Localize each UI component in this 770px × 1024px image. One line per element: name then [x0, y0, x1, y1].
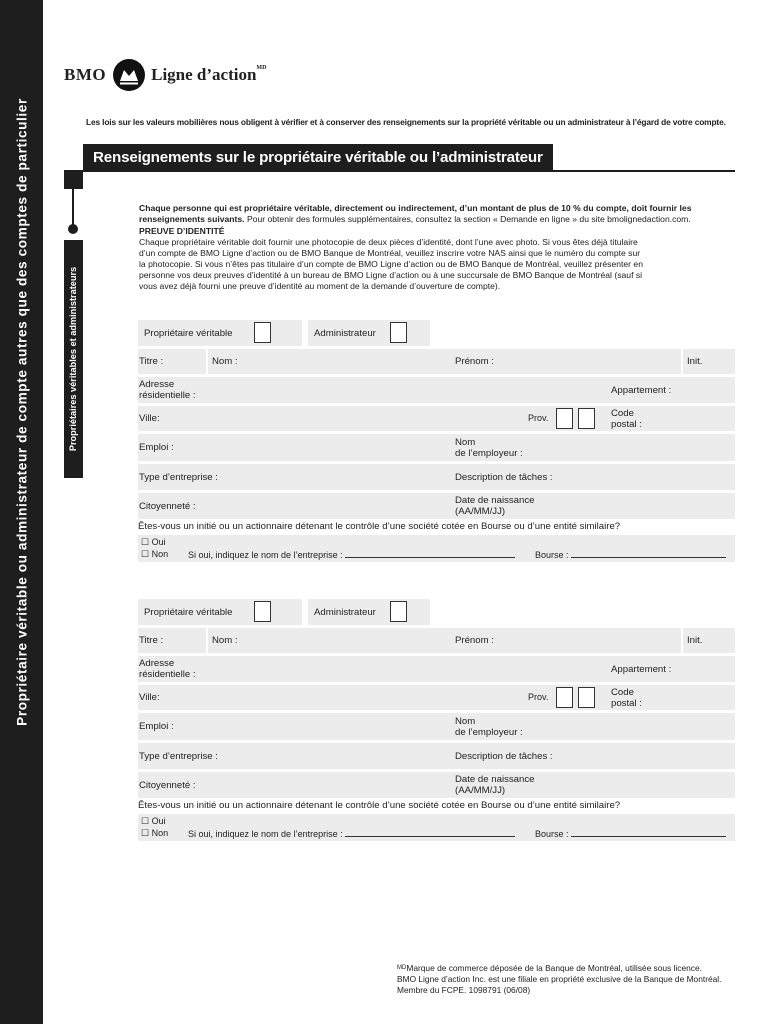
- connector-line: [72, 189, 74, 225]
- side-tab-label: Propriétaires véritables et administrateurs: [68, 266, 78, 452]
- insider-answer-row: [138, 814, 735, 841]
- prov-label: Prov.: [528, 692, 549, 702]
- duties-field[interactable]: Description de tâches :: [455, 471, 553, 483]
- employer-field[interactable]: Nom de l’employeur :: [455, 715, 523, 738]
- proof-line: vous avez déjà fourni une preuve d’identité au moment de la demande d’ouverture de compte).: [139, 281, 501, 291]
- logo-bmo-text: BMO: [64, 65, 107, 84]
- apartment-field[interactable]: Appartement :: [611, 384, 672, 396]
- city-row: [138, 685, 735, 710]
- logo-trademark: MD: [256, 65, 267, 71]
- citizenship-field[interactable]: Citoyenneté :: [139, 500, 196, 512]
- owner-checkbox[interactable]: [254, 601, 271, 622]
- address-field[interactable]: Adresse résidentielle :: [139, 379, 196, 401]
- owner-label: Propriétaire véritable: [144, 327, 233, 339]
- title-label: Titre :: [139, 635, 164, 646]
- footer-line-2: BMO Ligne d’action Inc. est une filiale en propriété exclusive de la Banque de Montréal.: [397, 974, 722, 984]
- last-name-field[interactable]: Nom :: [212, 635, 238, 646]
- company-name-field[interactable]: Si oui, indiquez le nom de l’entreprise :: [188, 828, 515, 840]
- checkbox-icon: ☐: [141, 816, 150, 826]
- proof-line: personne vos deux preuves d’identité à un bureau de BMO Ligne d’action ou à une succursale de BMO Banque de Montréal (sauf si: [139, 270, 643, 280]
- admin-type-cell: [308, 599, 430, 625]
- last-name-field[interactable]: Nom :: [212, 356, 238, 367]
- proof-title: PREUVE D’IDENTITÉ: [139, 226, 225, 236]
- city-field[interactable]: Ville:: [139, 692, 160, 703]
- admin-label: Administrateur: [314, 606, 376, 618]
- first-name-field[interactable]: Prénom :: [455, 356, 494, 367]
- proof-line: la photocopie. Si vous n’êtes pas titulaire d’un compte de BMO Ligne d’action ou de BMO Banque de Montréal, veuillez présenter en: [139, 259, 643, 269]
- dob-field[interactable]: Date de naissance (AA/MM/JJ): [455, 495, 535, 517]
- job-field[interactable]: Emploi :: [139, 442, 174, 453]
- left-side-bar: [0, 0, 43, 1024]
- citizenship-row: [138, 493, 735, 519]
- admin-checkbox[interactable]: [390, 322, 407, 343]
- side-title: Propriétaire véritable ou administrateur de compte autres que des comptes de particulier: [14, 98, 30, 726]
- business-row: [138, 743, 735, 769]
- owner-checkbox[interactable]: [254, 322, 271, 343]
- admin-type-cell: [308, 320, 430, 346]
- company-name-field[interactable]: Si oui, indiquez le nom de l’entreprise :: [188, 549, 515, 561]
- business-type-field[interactable]: Type d’entreprise :: [139, 471, 218, 483]
- logo-name: Ligne d’action$^{MD}$: [151, 65, 267, 84]
- initial-field[interactable]: Init.: [687, 356, 703, 367]
- prov-label: Prov.: [528, 413, 549, 423]
- header-rule: [83, 170, 735, 172]
- dob-field[interactable]: Date de naissance (AA/MM/JJ): [455, 774, 535, 796]
- owner-form-block-1: [138, 320, 735, 570]
- connector-dot: [68, 224, 78, 234]
- yes-option[interactable]: ☐ Oui: [141, 537, 166, 547]
- business-row: [138, 464, 735, 490]
- checkbox-icon: ☐: [141, 549, 150, 559]
- initial-field[interactable]: Init.: [687, 635, 703, 646]
- first-name-field[interactable]: Prénom :: [455, 635, 494, 646]
- prov-box-2[interactable]: [578, 687, 595, 708]
- checkbox-icon: ☐: [141, 537, 150, 547]
- insider-answer-row: [138, 535, 735, 562]
- footer-line-1: $^{MD}$Marque de commerce déposée de la Banque de Montréal, utilisée sous licence.: [397, 963, 702, 973]
- prov-box-2[interactable]: [578, 408, 595, 429]
- apartment-field[interactable]: Appartement :: [611, 663, 672, 675]
- owner-label: Propriétaire véritable: [144, 606, 233, 618]
- employment-row: [138, 434, 735, 461]
- exchange-field[interactable]: Bourse :: [535, 828, 726, 840]
- citizenship-field[interactable]: Citoyenneté :: [139, 779, 196, 791]
- address-row: [138, 377, 735, 403]
- footer: [397, 963, 722, 996]
- proof-line: d’un compte de BMO Ligne d’action ou de BMO Banque de Montréal, veuillez inscrire votre NAS ainsi que le numéro du compte sur: [139, 248, 641, 258]
- insider-question: Êtes-vous un initié ou un actionnaire détenant le contrôle d’une société cotée en Bourse ou d’une entité similaire?: [138, 800, 621, 811]
- checkbox-icon: ☐: [141, 828, 150, 838]
- intro-text: Les lois sur les valeurs mobilières nous obligent à vérifier et à conserver des renseignements sur la propriété véritable ou un administrateur à l’égard de votre compte.: [86, 117, 726, 127]
- business-type-field[interactable]: Type d’entreprise :: [139, 750, 218, 762]
- insider-question: Êtes-vous un initié ou un actionnaire détenant le contrôle d’une société cotée en Bourse ou d’une entité similaire?: [138, 521, 621, 532]
- instructions: [139, 203, 739, 292]
- duties-field[interactable]: Description de tâches :: [455, 750, 553, 762]
- section-marker: [64, 170, 83, 189]
- address-field[interactable]: Adresse résidentielle :: [139, 658, 196, 680]
- employment-row: [138, 713, 735, 740]
- bmo-roundel-icon: [113, 59, 145, 91]
- name-row: [138, 349, 735, 374]
- instructions-line-1: Chaque personne qui est propriétaire véritable, directement ou indirectement, d’un montant de plus de 10 % du compte, doit fournir les: [139, 203, 692, 213]
- admin-label: Administrateur: [314, 327, 376, 339]
- owner-type-cell: [138, 599, 302, 625]
- instructions-line-2: renseignements suivants. Pour obtenir des formules supplémentaires, consultez la section « Demande en ligne » du site bmolignedaction.com.: [139, 214, 691, 224]
- name-row: [138, 628, 735, 653]
- address-row: [138, 656, 735, 682]
- no-option[interactable]: ☐ Non: [141, 549, 169, 559]
- bmo-logo: [64, 58, 266, 92]
- city-row: [138, 406, 735, 431]
- section-title: Renseignements sur le propriétaire véritable ou l’administrateur: [83, 144, 553, 171]
- proof-line: Chaque propriétaire véritable doit fournir une photocopie de deux pièces d’identité, dont l’une avec photo. Si vous êtes déjà titulaire: [139, 237, 638, 247]
- title-label: Titre :: [139, 356, 164, 367]
- prov-box-1[interactable]: [556, 408, 573, 429]
- footer-line-3: Membre du FCPE. 1098791 (06/08): [397, 985, 531, 995]
- no-option[interactable]: ☐ Non: [141, 828, 169, 838]
- exchange-field[interactable]: Bourse :: [535, 549, 726, 561]
- prov-box-1[interactable]: [556, 687, 573, 708]
- yes-option[interactable]: ☐ Oui: [141, 816, 166, 826]
- citizenship-row: [138, 772, 735, 798]
- postal-code-field[interactable]: Code postal :: [611, 686, 642, 709]
- owner-type-cell: [138, 320, 302, 346]
- admin-checkbox[interactable]: [390, 601, 407, 622]
- owner-form-block-2: [138, 599, 735, 849]
- job-field[interactable]: Emploi :: [139, 721, 174, 732]
- city-field[interactable]: Ville:: [139, 413, 160, 424]
- postal-code-field[interactable]: Code postal :: [611, 407, 642, 430]
- employer-field[interactable]: Nom de l’employeur :: [455, 436, 523, 459]
